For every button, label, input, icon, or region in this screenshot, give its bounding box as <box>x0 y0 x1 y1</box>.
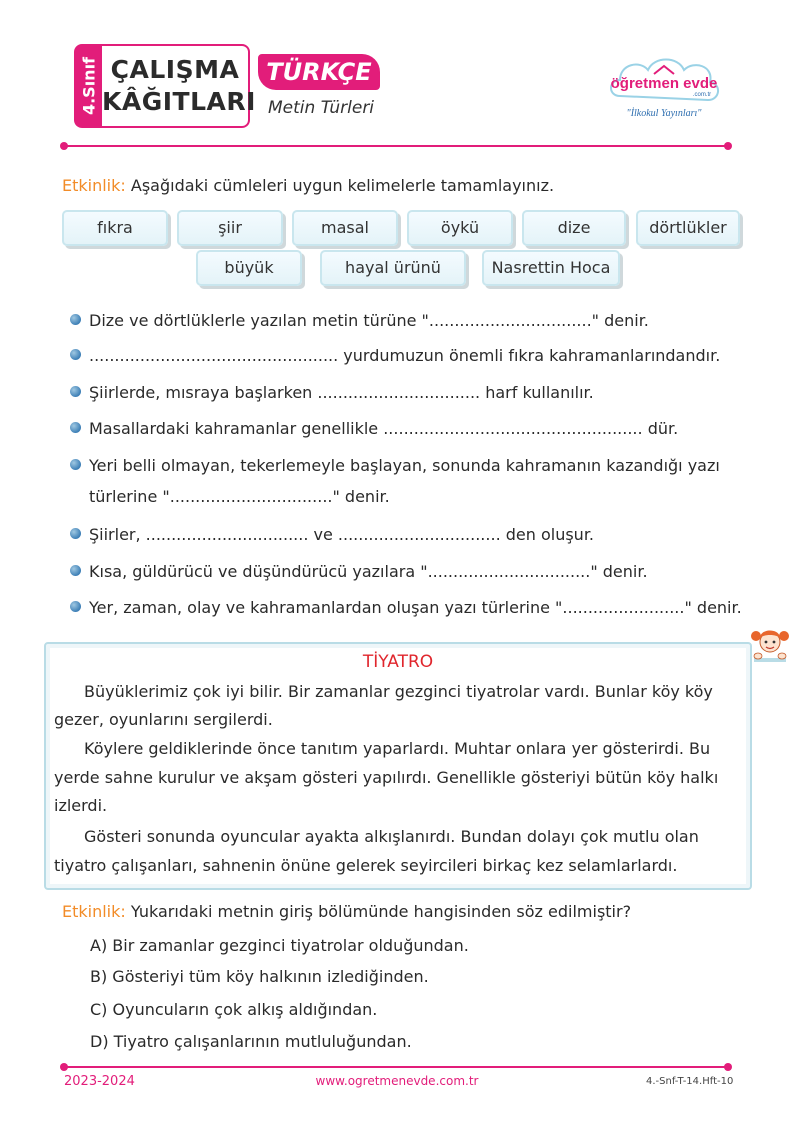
worksheet-title-box <box>102 44 256 128</box>
answer-option-d[interactable]: D) Tiyatro çalışanlarının mutluluğundan. <box>90 1032 412 1051</box>
bullet-icon <box>70 565 81 576</box>
grade-tab <box>74 44 104 128</box>
word-card: şiir <box>177 210 283 246</box>
fill-in-sentence: Şiirler, ................................ ve ................................ den oluşur. <box>70 525 594 544</box>
girl-illustration-icon <box>748 624 792 670</box>
logo-domain: .com.tr <box>692 92 712 98</box>
bullet-icon <box>70 386 81 397</box>
fill-in-sentence-continued: türlerine "................................" denir. <box>89 487 390 506</box>
answer-option-c[interactable]: C) Oyuncuların çok alkış aldığından. <box>90 1000 378 1019</box>
reading-line: izlerdi. <box>54 796 108 815</box>
word-card: dize <box>522 210 626 246</box>
reading-line: tiyatro çalışanları, sahnenin önüne gelerek seyircileri birkaç kez selamlarlardı. <box>54 856 678 875</box>
word-card: hayal ürünü <box>320 250 466 286</box>
reading-line: yerde sahne kurulur ve akşam gösteri yapılırdı. Genellikle gösteriyi bütün köy halkı <box>54 768 719 787</box>
fill-in-sentence: Yer, zaman, olay ve kahramanlardan oluşan yazı türlerine "........................" denir. <box>70 598 742 617</box>
bullet-icon <box>70 459 81 470</box>
activity-1-instruction <box>62 176 554 195</box>
fill-in-sentence: Şiirlerde, mısraya başlarken ................................ harf kullanılır. <box>70 383 594 402</box>
footer-website-link[interactable]: www.ogretmenevde.com.tr <box>315 1074 479 1088</box>
topic-label: Metin Türleri <box>268 98 375 118</box>
bullet-icon <box>70 314 81 325</box>
grade-label: 4.Sınıf <box>79 56 99 116</box>
bullet-icon <box>70 601 81 612</box>
footer-divider <box>64 1066 728 1068</box>
fill-in-sentence: Masallardaki kahramanlar genellikle ................................................... dür. <box>70 419 678 438</box>
answer-option-b[interactable]: B) Gösteriyi tüm köy halkının izlediğinden. <box>90 967 429 986</box>
activity-2-text: Yukarıdaki metnin giriş bölümünde hangisinden söz edilmiştir? <box>130 902 632 921</box>
word-card: öykü <box>407 210 513 246</box>
bullet-icon <box>70 349 81 360</box>
bullet-icon <box>70 528 81 539</box>
activity-1-label: Etkinlik: <box>62 176 126 195</box>
activity-2-label: Etkinlik: <box>62 902 126 921</box>
fill-in-sentence: Yeri belli olmayan, tekerlemeyle başlayan, sonunda kahramanın kazandığı yazı <box>70 456 720 475</box>
publisher-logo <box>606 50 722 126</box>
answer-option-a[interactable]: A) Bir zamanlar gezginci tiyatrolar olduğundan. <box>90 936 469 955</box>
word-card: dörtlükler <box>636 210 740 246</box>
bullet-icon <box>70 422 81 433</box>
activity-2-question <box>62 902 631 921</box>
reading-title: TİYATRO <box>362 652 434 672</box>
fill-in-sentence: Kısa, güldürücü ve düşündürücü yazılara "................................" denir. <box>70 562 648 581</box>
header-divider <box>64 145 728 147</box>
reading-line: gezer, oyunlarını sergilerdi. <box>54 710 273 729</box>
fill-in-sentence: Dize ve dörtlüklerle yazılan metin türüne "................................" denir. <box>70 311 649 330</box>
fill-in-sentence: ................................................. yurdumuzun önemli fıkra kahramanlarındandır. <box>70 346 720 365</box>
subject-label: TÜRKÇE <box>258 54 380 90</box>
word-card: fıkra <box>62 210 168 246</box>
word-card: Nasrettin Hoca <box>482 250 620 286</box>
logo-name: öğretmen evde <box>610 75 718 92</box>
word-card: masal <box>292 210 398 246</box>
footer-year: 2023-2024 <box>64 1074 135 1089</box>
word-card: büyük <box>196 250 302 286</box>
title-line-2: KÂĞITLARI <box>102 87 256 116</box>
logo-tagline: "İlkokul Yayınları" <box>626 108 702 119</box>
footer-code: 4.-Snf-T-14.Hft-10 <box>646 1076 734 1087</box>
activity-1-text: Aşağıdaki cümleleri uygun kelimelerle tamamlayınız. <box>130 176 555 195</box>
title-line-1: ÇALIŞMA <box>110 55 240 84</box>
reading-line: Köylere geldiklerinde önce tanıtım yaparlardı. Muhtar onlara yer gösterirdi. Bu <box>84 739 711 758</box>
reading-line: Gösteri sonunda oyuncular ayakta alkışlanırdı. Bundan dolayı çok mutlu olan <box>84 827 699 846</box>
reading-line: Büyüklerimiz çok iyi bilir. Bir zamanlar gezginci tiyatrolar vardı. Bunlar köy köy <box>84 682 713 701</box>
